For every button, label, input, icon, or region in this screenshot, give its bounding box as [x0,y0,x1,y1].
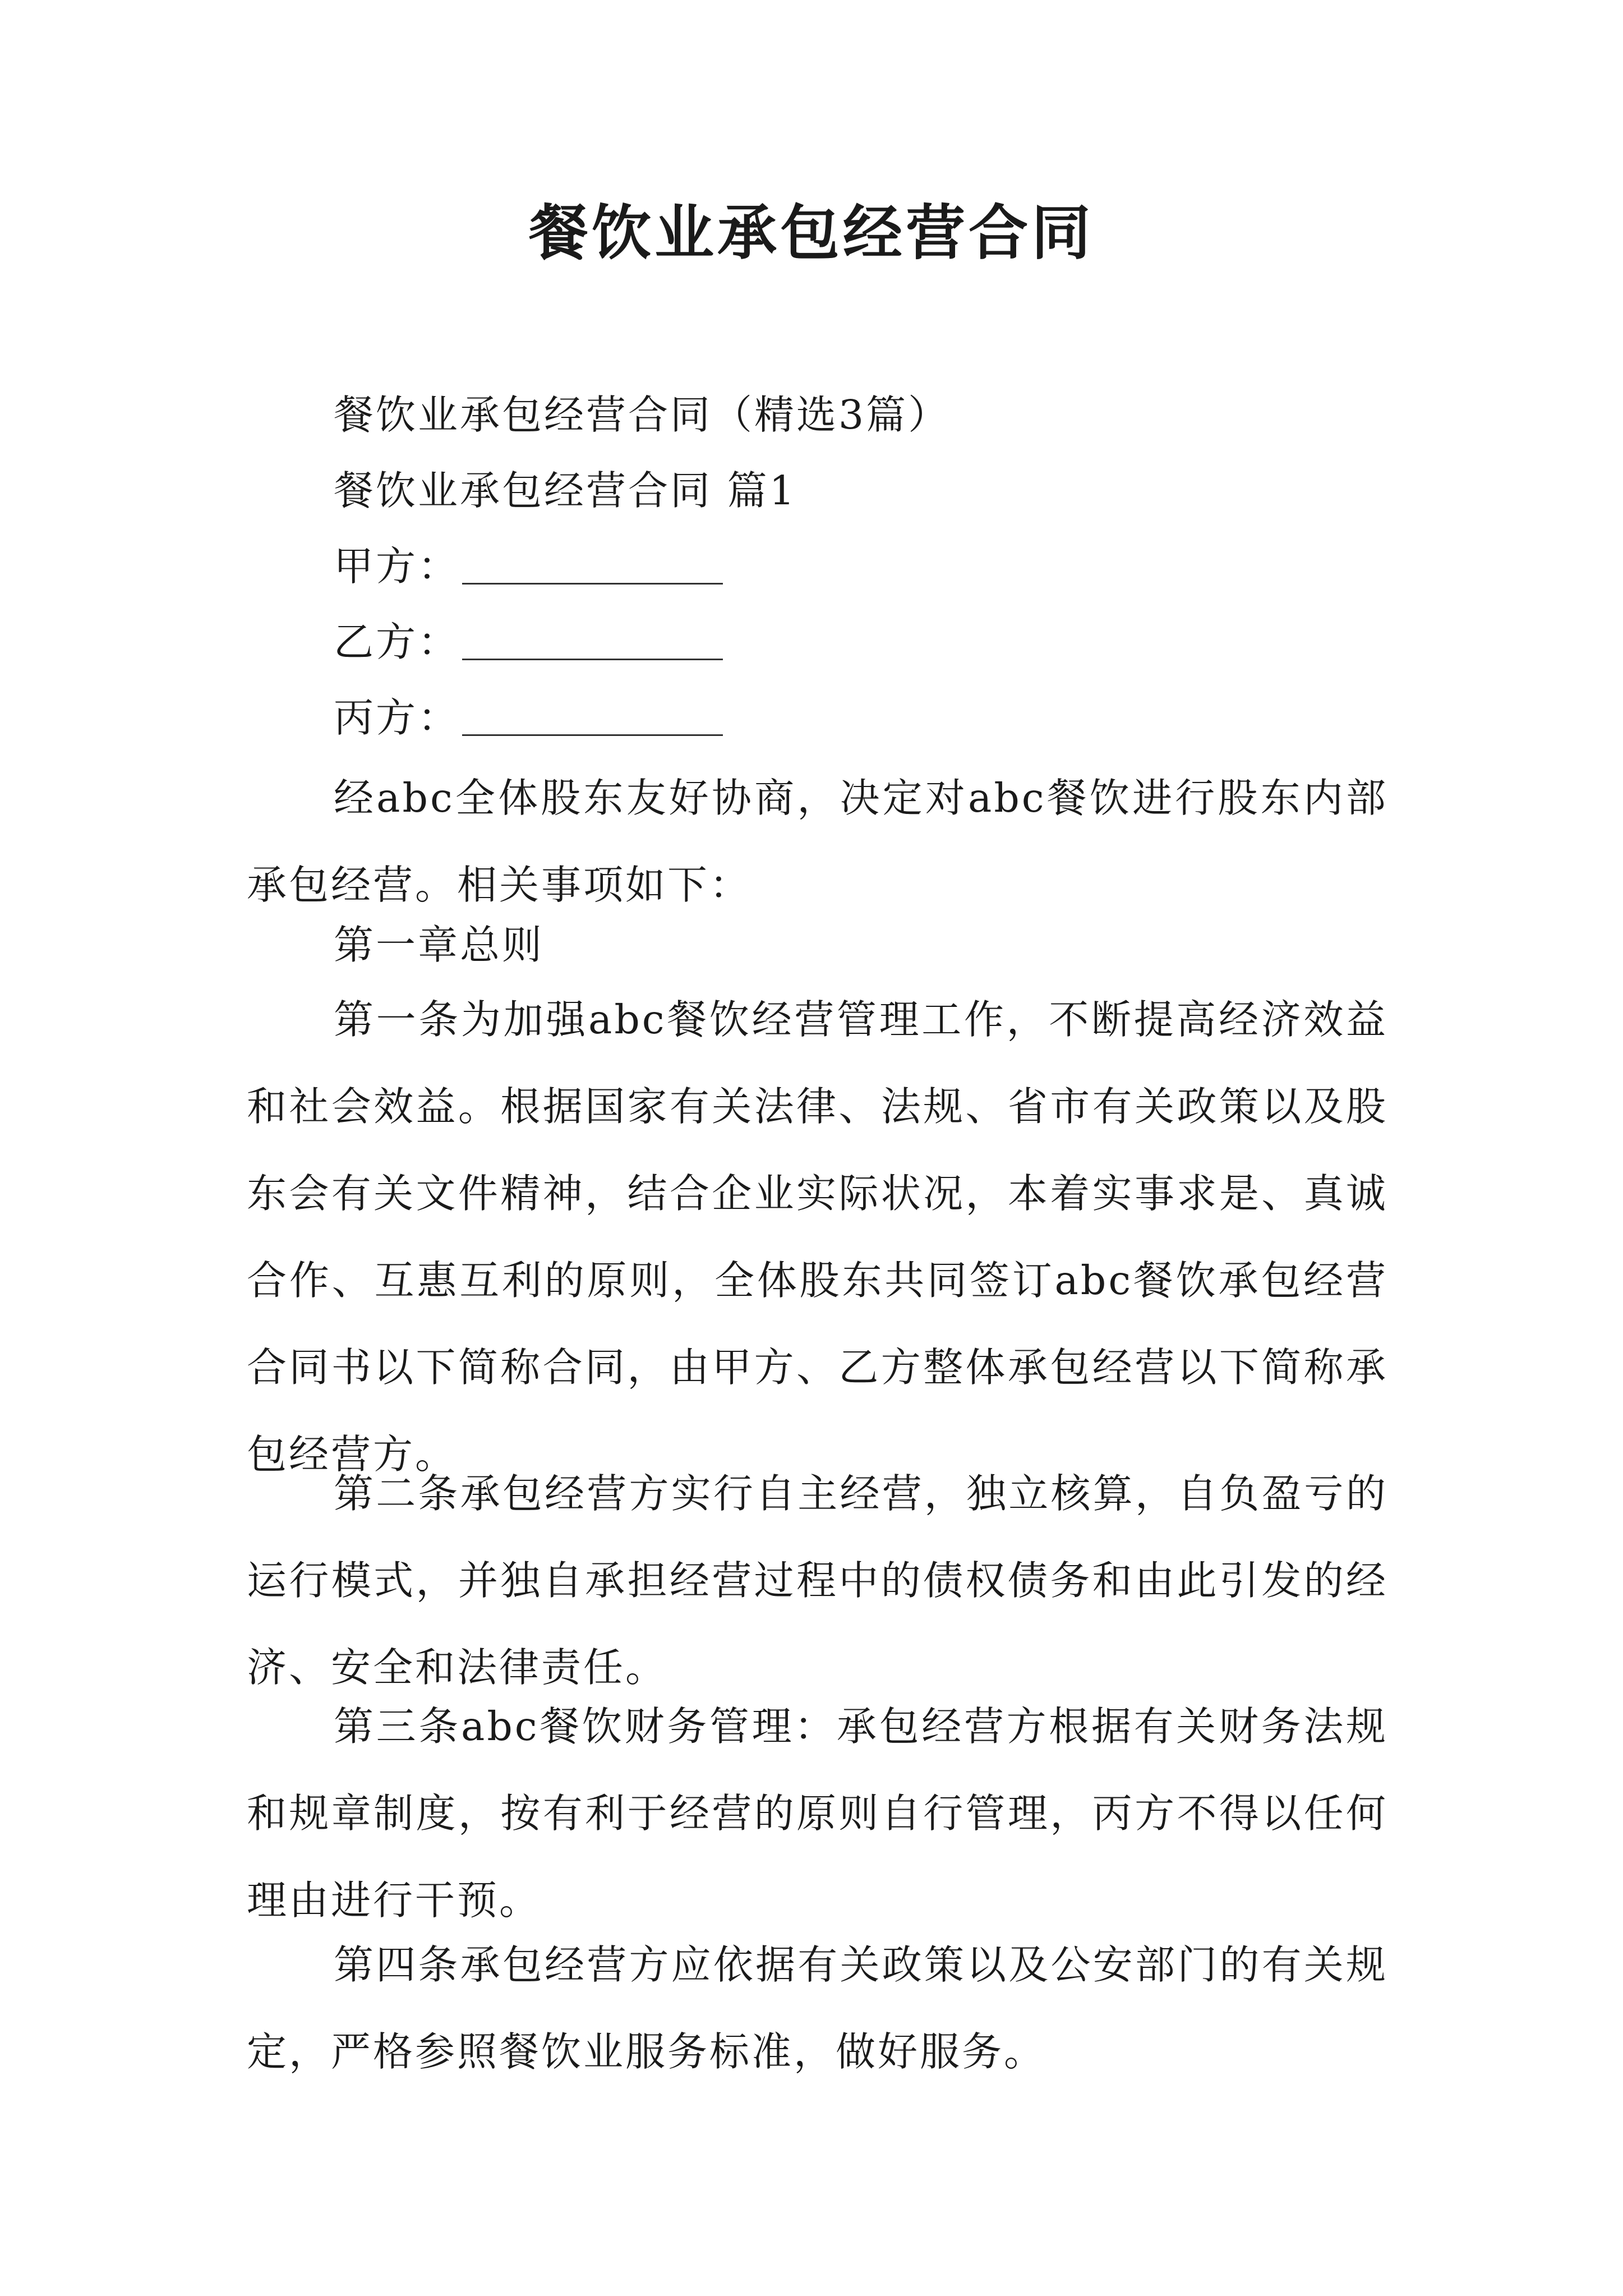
party-a-line [334,539,723,595]
article-2-paragraph: 第二条承包经营方实行自主经营，独立核算，自负盈亏的运行模式，并独自承担经营过程中的债权债务和由此引发的经济、安全和法律责任。 [247,1470,1388,1691]
party-b-line [334,614,723,670]
party-a-blank [462,579,723,585]
party-a-label: 甲方： [334,543,460,590]
party-c-line [334,690,723,746]
party-b-label: 乙方： [334,619,460,665]
article-4-paragraph: 第四条承包经营方应依据有关政策以及公安部门的有关规定，严格参照餐饮业服务标准，做好服务。 [247,1941,1388,2075]
article-1-paragraph: 第一条为加强abc餐饮经营管理工作，不断提高经济效益和社会效益。根据国家有关法律、法规、省市有关政策以及股东会有关文件精神，结合企业实际状况，本着实事求是、真诚合作、互惠互利的原则，全体股东共同签订abc餐饮承包经营合同书以下简称合同，由甲方、乙方整体承包经营以下简称承包经营方。 [247,996,1388,1478]
document-title: 餐饮业承包经营合同 [529,197,1094,268]
intro-paragraph: 经abc全体股东友好协商，决定对abc餐饮进行股东内部承包经营。相关事项如下： [247,775,1388,908]
section-heading: 餐饮业承包经营合同 篇1 [334,467,797,514]
article-3-paragraph: 第三条abc餐饮财务管理：承包经营方根据有关财务法规和规章制度，按有利于经营的原则自行管理，丙方不得以任何理由进行干预。 [247,1703,1388,1924]
chapter-heading: 第一章总则 [334,922,545,968]
party-c-label: 丙方： [334,694,460,741]
party-c-blank [462,731,723,736]
document-subtitle: 餐饮业承包经营合同（精选3篇） [334,392,951,438]
party-b-blank [462,655,723,660]
